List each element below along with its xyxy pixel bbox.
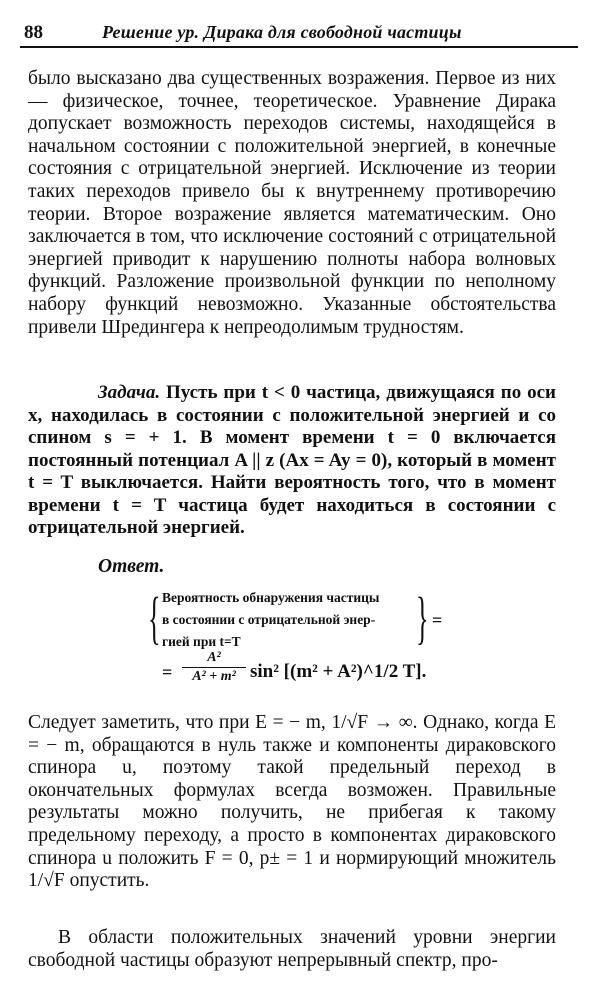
answer-formula [148,586,568,696]
formula-sine-term: sin² [(m² + A²)^1/2 T]. [250,661,427,682]
right-brace: } [416,585,429,650]
header-rule [20,46,578,48]
page-header [0,18,600,48]
problem-text: Пусть при t < 0 частица, движущаяся по оси x, находилась в состоянии с положительной энергией и со спином s = + 1. В момент времени t = 0 включается постоянный потенциал A || z (Ax = Ay = 0), который в момент t = T выключается. Найти вероятность того, что в момент времени t = T частица будет находиться в состоянии с отрицательной энергией. [28,382,556,538]
formula-line-3: гией при t=T [162,634,241,649]
problem-label: Задача. [98,382,161,403]
answer-label: Ответ. [98,556,165,577]
fraction-numerator: A² [182,650,246,668]
formula-fraction [182,650,246,685]
paragraph-objections: было высказано два существенных возражения. Первое из них — физическое, точнее, теоретическое. Уравнение Дирака допускает возможность переходов системы, находящейся в начальном состоянии с положительной энергией, в конечные состояния с отрицательной энергией. Исключение из теории таких переходов привело бы к внутреннему противоречию теории. Второе возражение является математическим. Оно заключается в том, что исключение состояний с отрицательной энергией приводит к нарушению полноты набора волновых функций. Разложение произвольной функции по неполному набору функций невозможно. Указанные обстоятельства привели Шредингера к непреодолимым трудностям. [28,68,556,338]
page-number: 88 [24,22,43,43]
paragraph-remark: Следует заметить, что при E = − m, 1/√F → ∞. Однако, когда E = − m, обращаются в нуль также и компоненты дираковского спинора u, поэтому такой предельный переход в окончательных формулах всегда возможен. Правильные результаты можно получить, не прибегая к такому предельному переходу, а просто в компонентах дираковского спинора u положить F = 0, p± = 1 и нормирующий множитель 1/√F опустить. [28,712,556,892]
fraction-denominator: A² + m² [192,669,236,684]
formula-equals: = [432,610,443,630]
formula-line-1: Вероятность обнаружения частицы [162,590,380,605]
formula-equals-2: = [162,662,173,682]
problem-paragraph [28,382,556,540]
running-title: Решение ур. Дирака для свободной частицы [102,22,462,42]
formula-line-2: в состоянии с отрицательной энер- [162,612,376,627]
left-brace: { [148,585,161,650]
paragraph-continuous-spectrum: В области положительных значений уровни энергии свободной частицы образуют непрерывный спектр, про- [28,927,556,971]
